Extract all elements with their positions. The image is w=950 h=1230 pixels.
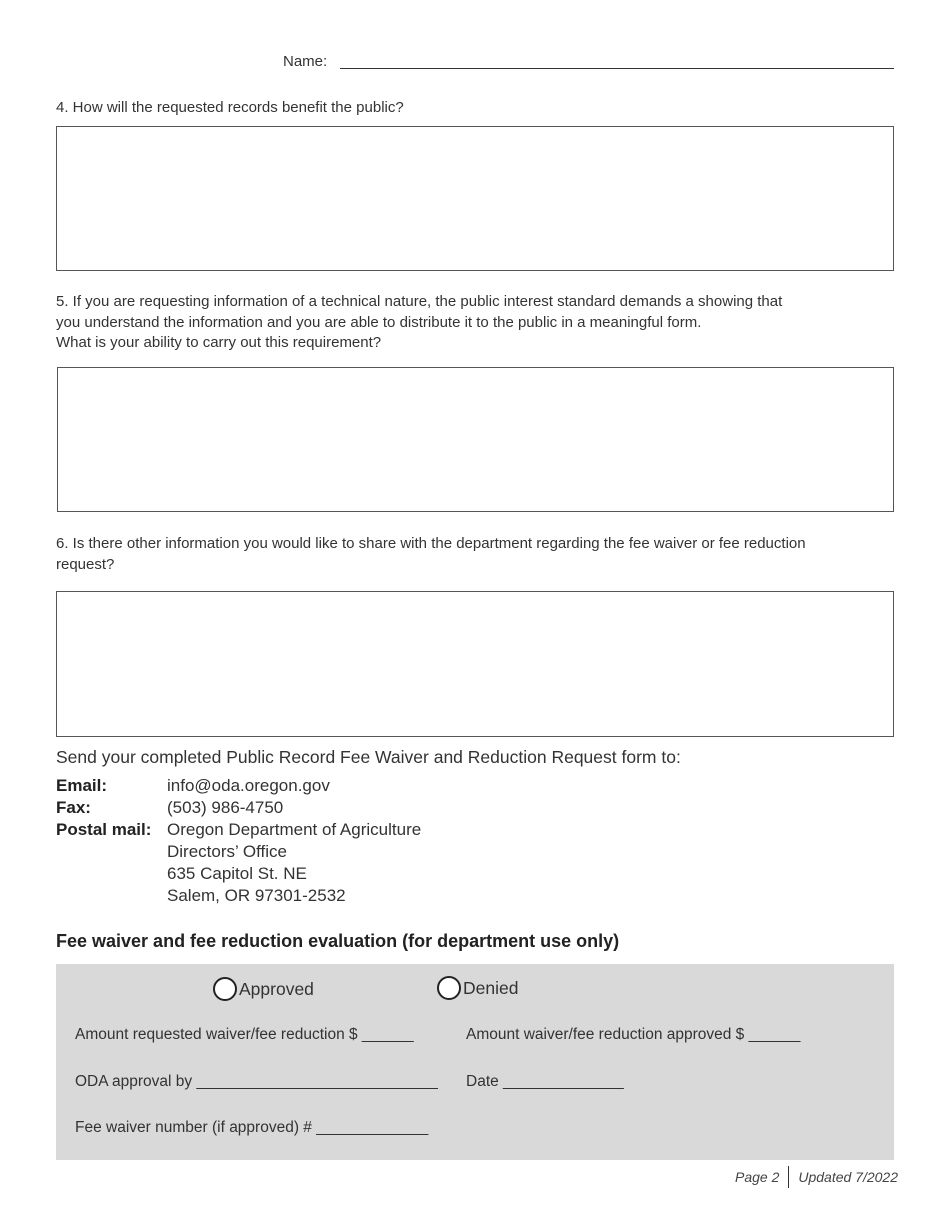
question-6-line-1: 6. Is there other information you would like to share with the department regarding the fee waiver or fee reduction (56, 535, 806, 552)
name-input-line[interactable] (340, 68, 894, 69)
question-5 (56, 292, 896, 354)
footer-divider (788, 1166, 789, 1188)
question-6-answer-box[interactable] (56, 591, 894, 737)
approved-option[interactable] (213, 977, 314, 1001)
oda-approval-field[interactable]: ODA approval by ____________________________ (75, 1073, 438, 1090)
question-5-line-2: you understand the information and you are able to distribute it to the public in a meaningful form. (56, 313, 702, 331)
denied-label: Denied (463, 977, 519, 998)
question-6-line-2: request? (56, 555, 115, 573)
approved-radio[interactable] (213, 977, 237, 1001)
postal-line-1: Oregon Department of Agriculture (167, 820, 422, 839)
fax-value: (503) 986-4750 (167, 798, 284, 817)
denied-radio[interactable] (437, 976, 461, 1000)
approved-label: Approved (239, 978, 314, 999)
question-4-text: 4. How will the requested records benefit the public? (56, 99, 404, 116)
amount-approved-field[interactable]: Amount waiver/fee reduction approved $ ______ (466, 1026, 801, 1043)
question-4 (56, 98, 896, 119)
question-5-line-1: 5. If you are requesting information of a technical nature, the public interest standard demands a showing that (56, 293, 783, 310)
email-value: info@oda.oregon.gov (167, 776, 330, 795)
question-5-answer-box[interactable] (57, 367, 894, 512)
evaluation-heading: Fee waiver and fee reduction evaluation (for department use only) (56, 931, 620, 951)
page-footer (735, 1166, 898, 1188)
question-5-line-3: What is your ability to carry out this requirement? (56, 334, 382, 351)
postal-line-2: Directors’ Office (167, 842, 287, 861)
postal-line-3: 635 Capitol St. NE (167, 864, 307, 883)
evaluation-panel (56, 964, 894, 1160)
email-label: Email: (56, 776, 108, 795)
fax-label: Fax: (56, 798, 91, 817)
amount-requested-field[interactable]: Amount requested waiver/fee reduction $ ______ (75, 1026, 414, 1043)
postal-label: Postal mail: (56, 820, 152, 839)
denied-option[interactable] (437, 976, 518, 1000)
question-4-answer-box[interactable] (56, 126, 894, 271)
updated-date: Updated 7/2022 (798, 1169, 898, 1185)
name-label: Name: (283, 53, 328, 70)
question-6 (56, 534, 901, 575)
waiver-number-field[interactable]: Fee waiver number (if approved) # _____________ (75, 1119, 429, 1136)
page-number: Page 2 (734, 1169, 780, 1185)
send-heading: Send your completed Public Record Fee Waiver and Reduction Request form to: (56, 747, 681, 767)
postal-line-4: Salem, OR 97301-2532 (167, 886, 346, 905)
date-field[interactable]: Date ______________ (466, 1073, 624, 1090)
